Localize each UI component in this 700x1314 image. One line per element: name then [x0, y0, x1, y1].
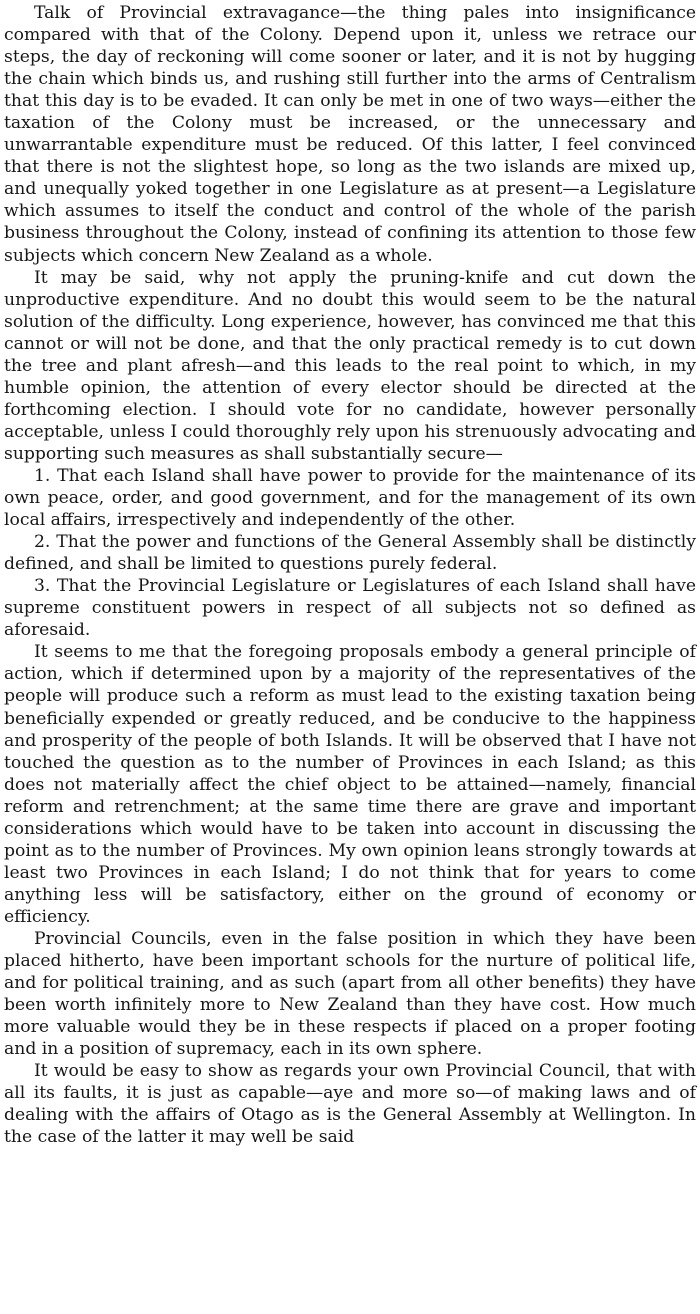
- proposal-2: 2. That the power and functions of the General Assembly shall be distinctly defined, and shall be limited to questions purely federal.: [4, 532, 696, 575]
- proposal-1: 1. That each Island shall have power to provide for the maintenance of its own peace, order, and good government, and for the management of its own local affairs, irrespectively and independently of the other.: [4, 465, 696, 531]
- paragraph-extravagance: Talk of Provincial extravagance—the thing pales into insignificance compared with that of the Colony. Depend upon it, unless we retrace our steps, the day of reckoning will come sooner or later, and it is not by hugging the chain which binds us, and rushing still further into the arms of Centralism that this day is to be evaded. It can only be met in one of two ways—either the taxation of the Colony must be increased, or the unnecessary and unwarrantable expenditure must be reduced. Of this latter, I feel convinced that there is not the slightest hope, so long as the two islands are mixed up, and unequally yoked together in one Legislature as at present—a Legislature which assumes to itself the conduct and control of the whole of the parish business throughout the Colony, instead of confining its attention to those few subjects which concern New Zealand as a whole.: [4, 3, 696, 266]
- paragraph-general-principle: It seems to me that the foregoing proposals embody a general principle of action, which if determined upon by a majority of the representatives of the people will produce such a reform as must lead to the existing taxation being beneficially expended or greatly reduced, and be conducive to the happiness and prosperity of the people of both Islands. It will be observed that I have not touched the question as to the number of Provinces in each Island; as this does not materially affect the chief object to be attained—namely, financial reform and retrenchment; at the same time there are grave and important considerations which would have to be taken into account in discussing the point as to the number of Provinces. My own opinion leans strongly towards at least two Provinces in each Island; I do not think that for years to come anything less will be satisfactory, either on the ground of economy or efficiency.: [4, 642, 696, 927]
- proposal-3: 3. That the Provincial Legislature or Legislatures of each Island shall have supreme constituent powers in respect of all subjects not so defined as aforesaid.: [4, 576, 696, 641]
- paragraph-provincial-councils: Provincial Councils, even in the false position in which they have been placed hitherto, have been important schools for the nurture of political life, and for political training, and as such (apart from all other benefits) they have been worth infinitely more to New Zealand than they have cost. How much more valuable would they be in these respects if placed on a proper footing and in a position of supremacy, each in its own sphere.: [4, 928, 696, 1060]
- article-column: [4, 2, 696, 1148]
- paragraph-otago-council: It would be easy to show as regards your own Provincial Council, that with all its faults, it is just as capable—aye and more so—of making laws and of dealing with the affairs of Otago as is the General Assembly at Wellington. In the case of the latter it may well be said: [4, 1061, 696, 1148]
- paragraph-pruning-knife: It may be said, why not apply the pruning-knife and cut down the unproductive expenditure. And no doubt this would seem to be the natural solution of the difficulty. Long experience, however, has convinced me that this cannot or will not be done, and that the only practical remedy is to cut down the tree and plant afresh—and this leads to the real point to which, in my humble opinion, the attention of every elector should be directed at the forthcoming election. I should vote for no candidate, however personally acceptable, unless I could thoroughly rely upon his strenuously advocating and supporting such measures as shall substantially secure—: [4, 267, 696, 464]
